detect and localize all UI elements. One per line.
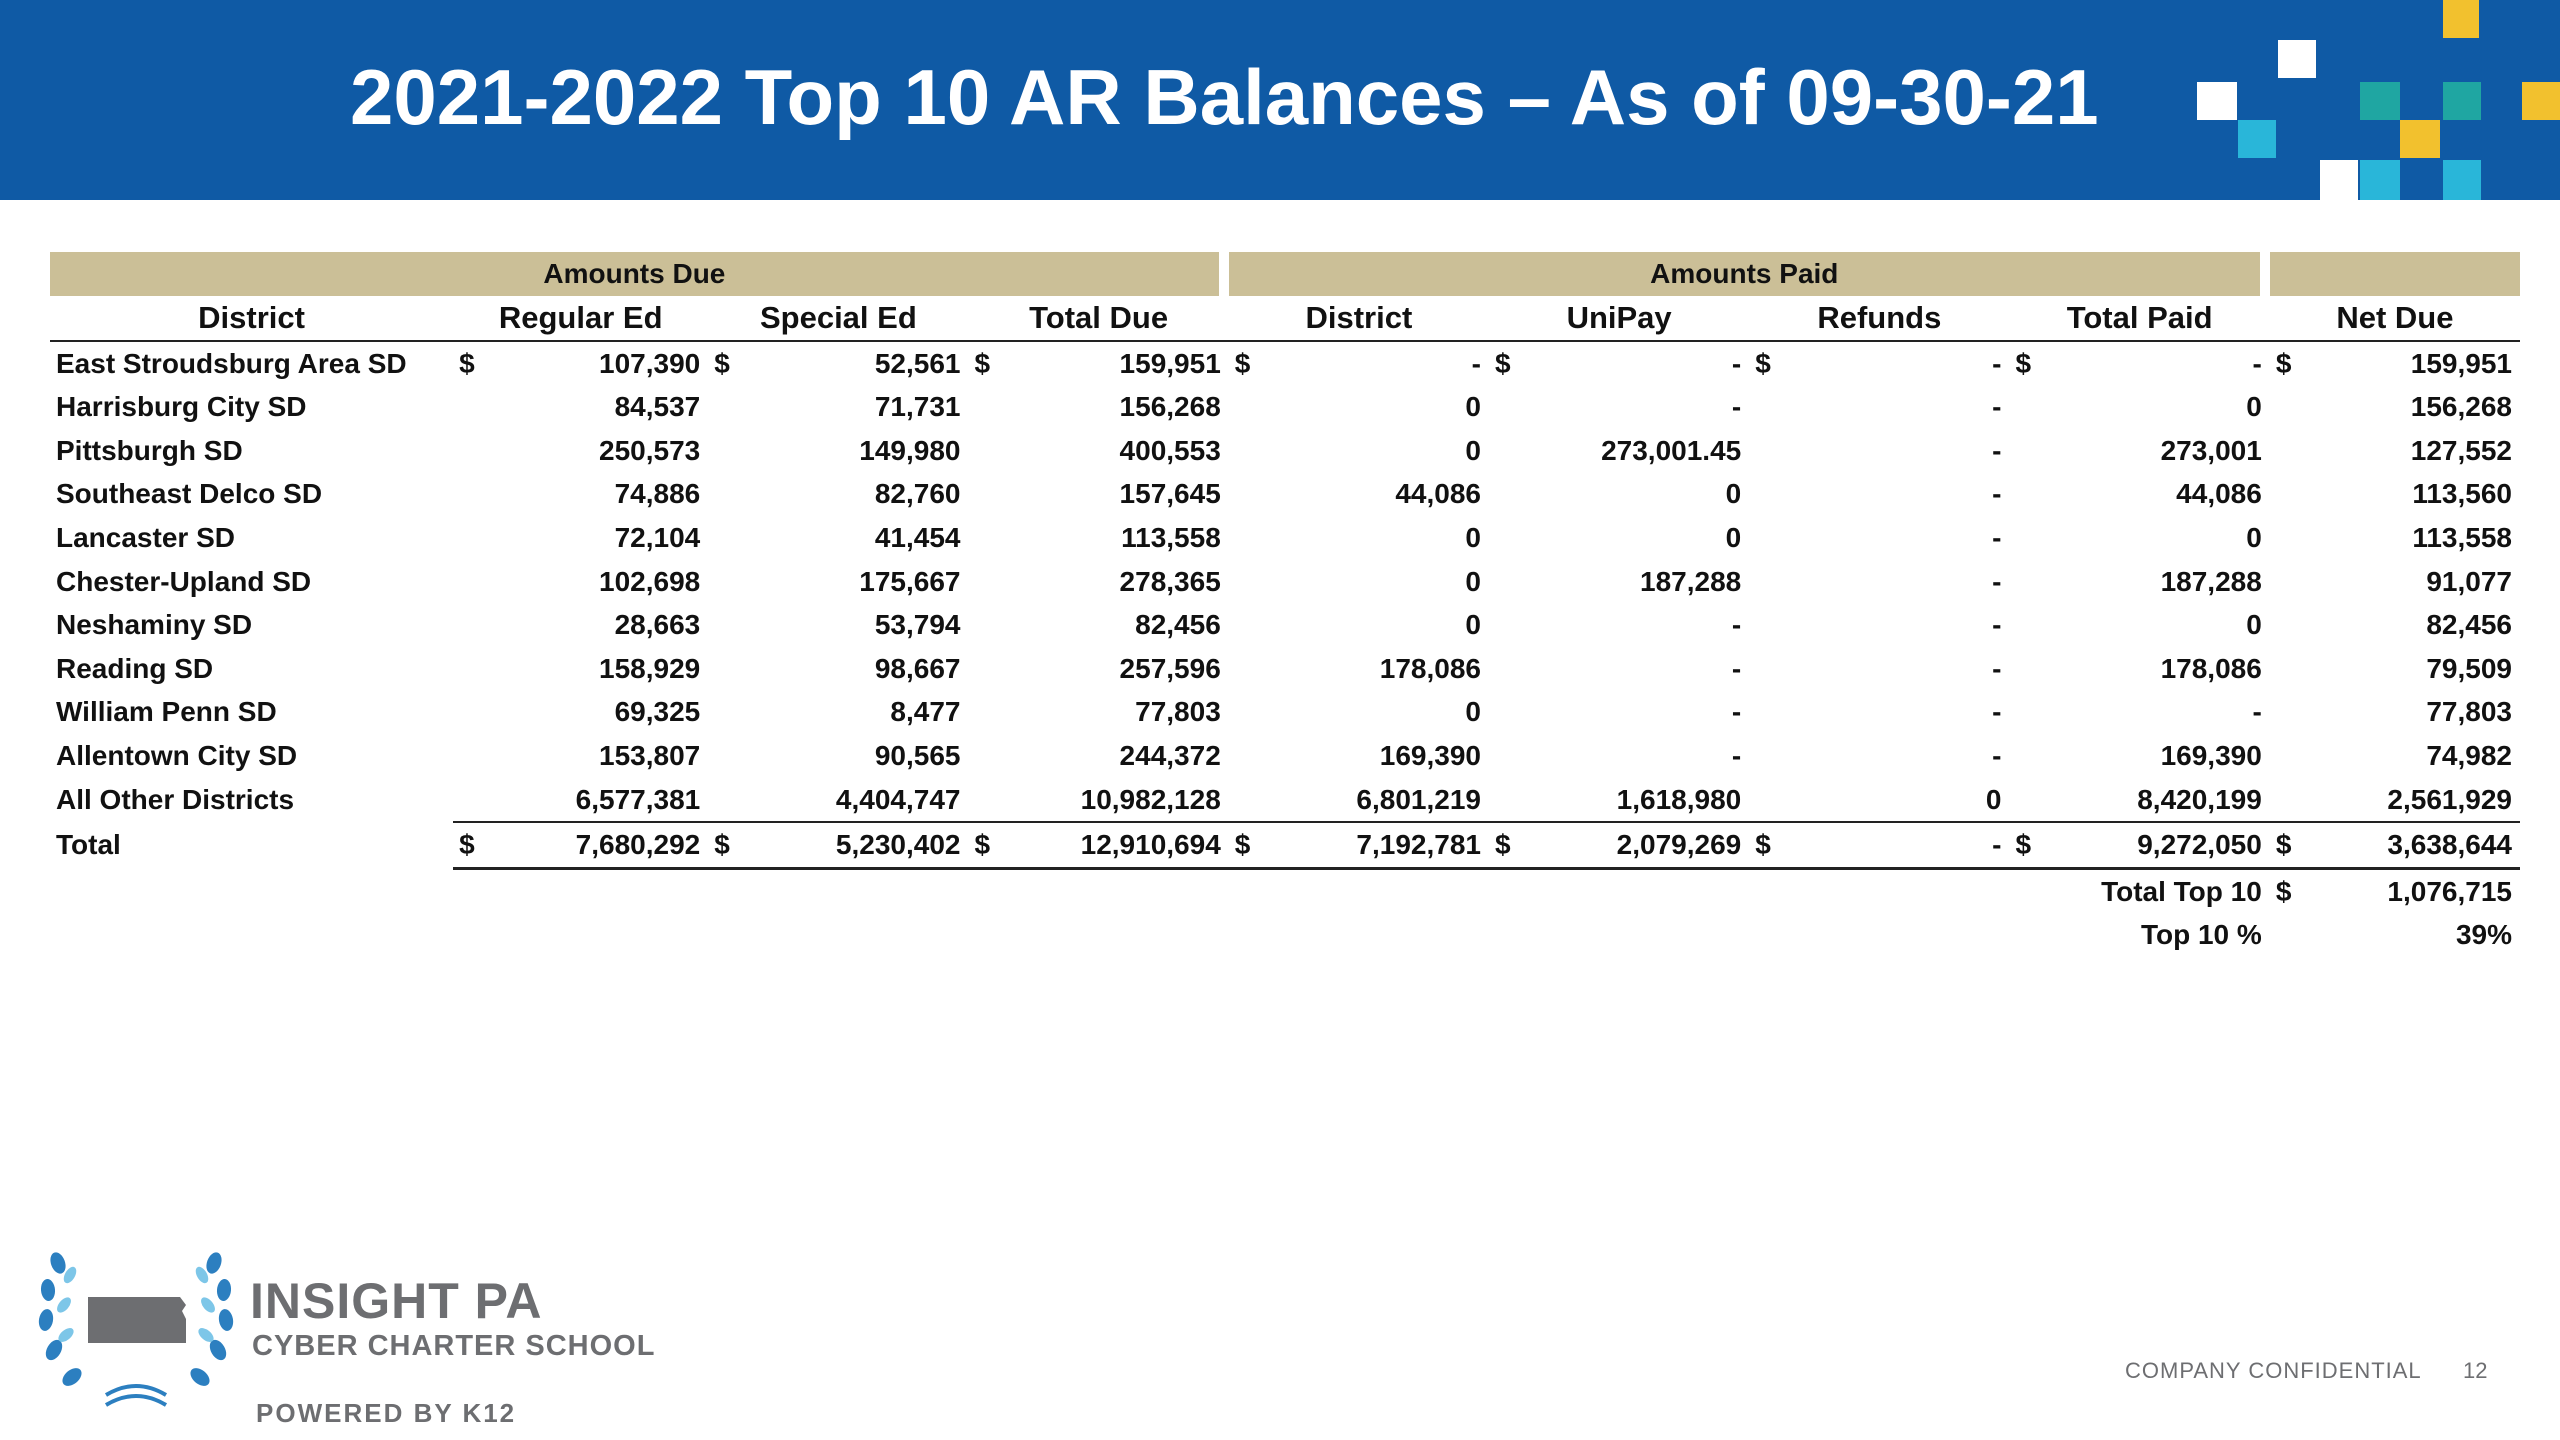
refunds-cell: - xyxy=(1992,652,2002,684)
brand-name: INSIGHT PA xyxy=(250,1273,543,1329)
currency-cell xyxy=(968,734,999,778)
currency-cell: $ xyxy=(1495,347,1511,379)
slide-header xyxy=(0,0,2560,200)
regular-ed-cell: 153,807 xyxy=(599,739,701,771)
currency-cell xyxy=(708,734,739,778)
currency-cell xyxy=(708,690,739,734)
total-special-ed-cell: 5,230,402 xyxy=(739,822,969,868)
district-name-cell: Southeast Delco SD xyxy=(56,478,323,510)
currency-cell xyxy=(1489,560,1520,604)
brand-powered-by: POWERED BY K12 xyxy=(256,1398,517,1428)
refunds-cell: 0 xyxy=(1780,778,2010,823)
col-header-unipay: UniPay xyxy=(1489,296,1749,341)
unipay-cell: 0 xyxy=(1725,478,1742,510)
table-row xyxy=(50,341,2520,386)
currency-cell xyxy=(453,429,484,473)
net-due-cell: 91,077 xyxy=(2426,565,2512,597)
currency-cell xyxy=(1749,516,1780,560)
total-due-cell: 10,982,128 xyxy=(999,778,1229,823)
decor-square xyxy=(2443,82,2481,120)
currency-cell xyxy=(2270,778,2301,823)
currency-cell xyxy=(2270,516,2301,560)
table-row xyxy=(50,516,2520,560)
total-net-due-cell: 3,638,644 xyxy=(2300,822,2520,868)
net-due-cell: 127,552 xyxy=(2410,434,2512,466)
currency-cell: $ xyxy=(2015,347,2032,379)
net-due-cell: 113,558 xyxy=(2412,521,2512,553)
currency-cell: $ xyxy=(968,822,999,868)
currency-cell xyxy=(968,603,999,647)
currency-cell xyxy=(453,385,484,429)
col-header-net-due: Net Due xyxy=(2270,296,2520,341)
ar-balances-table xyxy=(50,252,2520,957)
refunds-cell: - xyxy=(1992,609,2002,641)
paid-district-cell: 169,390 xyxy=(1379,739,1481,771)
currency-cell xyxy=(453,603,484,647)
district-name-cell: Lancaster SD xyxy=(56,521,235,553)
paid-district-cell: - xyxy=(1471,347,1481,379)
currency-cell: $ xyxy=(1749,822,1780,868)
special-ed-cell: 52,561 xyxy=(874,347,961,379)
regular-ed-cell: 28,663 xyxy=(614,609,701,641)
currency-cell xyxy=(2270,734,2301,778)
currency-cell: $ xyxy=(1234,347,1251,379)
refunds-cell: - xyxy=(1992,347,2002,379)
unipay-cell: - xyxy=(1731,739,1742,771)
total-paid-cell: 187,288 xyxy=(2160,565,2262,597)
currency-cell xyxy=(968,647,999,691)
total-paid-cell: 169,390 xyxy=(2160,739,2262,771)
total-paid-cell: 0 xyxy=(2246,609,2262,641)
currency-cell xyxy=(1749,472,1780,516)
table-row xyxy=(50,429,2520,473)
paid-district-cell: 0 xyxy=(1465,391,1481,423)
currency-cell xyxy=(1749,603,1780,647)
currency-cell xyxy=(1229,516,1260,560)
total-due-cell: 156,268 xyxy=(1119,391,1221,423)
unipay-cell: - xyxy=(1731,391,1742,423)
currency-cell xyxy=(453,647,484,691)
currency-cell xyxy=(1749,429,1780,473)
net-due-cell: 156,268 xyxy=(2410,391,2512,423)
currency-cell xyxy=(1229,560,1260,604)
paid-district-cell: 0 xyxy=(1465,696,1481,728)
special-ed-cell: 8,477 xyxy=(890,696,961,728)
total-total-due-cell: 12,910,694 xyxy=(999,822,1229,868)
regular-ed-cell: 6,577,381 xyxy=(484,778,709,823)
currency-cell xyxy=(2009,603,2040,647)
total-due-cell: 244,372 xyxy=(1119,739,1221,771)
currency-cell: $ xyxy=(708,822,739,868)
total-label-cell: Total xyxy=(56,829,121,861)
currency-cell xyxy=(2009,516,2040,560)
currency-cell xyxy=(453,734,484,778)
total-due-cell: 113,558 xyxy=(1121,521,1221,553)
currency-cell xyxy=(2009,647,2040,691)
currency-cell xyxy=(2009,734,2040,778)
net-due-cell: 2,561,929 xyxy=(2300,778,2520,823)
special-ed-cell: 149,980 xyxy=(859,434,961,466)
summary-row xyxy=(50,868,2520,913)
special-ed-cell: 41,454 xyxy=(874,521,961,553)
col-header-total-paid: Total Paid xyxy=(2009,296,2269,341)
special-ed-cell: 82,760 xyxy=(874,478,961,510)
summary-label-cell: Total Top 10 xyxy=(2101,875,2262,907)
summary-value-cell: 39% xyxy=(2455,919,2512,951)
total-due-cell: 77,803 xyxy=(1135,696,1221,728)
currency-cell xyxy=(1489,385,1520,429)
currency-cell xyxy=(968,429,999,473)
currency-cell xyxy=(1489,734,1520,778)
total-paid-cell: 0 xyxy=(2246,521,2262,553)
regular-ed-cell: 107,390 xyxy=(599,347,701,379)
decor-square xyxy=(2400,120,2440,158)
unipay-cell: 187,288 xyxy=(1640,565,1742,597)
brand-subtitle: CYBER CHARTER SCHOOL xyxy=(252,1330,656,1362)
currency-cell xyxy=(2009,690,2040,734)
currency-cell xyxy=(2270,560,2301,604)
currency-cell xyxy=(1749,647,1780,691)
decor-square xyxy=(2443,0,2479,38)
currency-cell xyxy=(453,778,484,823)
decor-square xyxy=(2360,82,2400,120)
currency-cell xyxy=(708,603,739,647)
district-name-cell: Reading SD xyxy=(56,652,214,684)
district-name-cell: Chester-Upland SD xyxy=(56,565,312,597)
total-paid-cell: 273,001 xyxy=(2160,434,2262,466)
unipay-cell: - xyxy=(1731,347,1742,379)
table-row xyxy=(50,560,2520,604)
col-header-total-due: Total Due xyxy=(968,296,1228,341)
currency-cell xyxy=(968,472,999,516)
currency-cell xyxy=(2270,647,2301,691)
net-due-cell: 74,982 xyxy=(2426,739,2512,771)
currency-cell xyxy=(2009,778,2040,823)
total-refunds-cell: - xyxy=(1780,822,2010,868)
special-ed-cell: 71,731 xyxy=(874,391,961,423)
currency-cell xyxy=(453,472,484,516)
total-due-cell: 278,365 xyxy=(1119,565,1221,597)
total-paid-district-cell: 7,192,781 xyxy=(1259,822,1489,868)
net-due-cell: 82,456 xyxy=(2426,609,2512,641)
decor-square xyxy=(2522,82,2560,120)
currency-cell xyxy=(708,472,739,516)
currency-cell xyxy=(1489,603,1520,647)
net-due-band xyxy=(2270,252,2520,296)
spacer-cell xyxy=(50,913,2009,957)
district-name-cell: Harrisburg City SD xyxy=(56,391,307,423)
unipay-cell: 0 xyxy=(1725,521,1742,553)
currency-cell xyxy=(1749,560,1780,604)
special-ed-cell: 175,667 xyxy=(859,565,961,597)
total-due-cell: 159,951 xyxy=(1119,347,1221,379)
unipay-cell: 1,618,980 xyxy=(1520,778,1750,823)
paid-district-cell: 0 xyxy=(1465,609,1481,641)
currency-cell xyxy=(1229,472,1260,516)
currency-cell xyxy=(1749,690,1780,734)
unipay-cell: - xyxy=(1731,652,1742,684)
footer-confidential: COMPANY CONFIDENTIAL xyxy=(2125,1358,2422,1383)
decor-square xyxy=(2278,40,2316,78)
special-ed-cell: 98,667 xyxy=(874,652,961,684)
refunds-cell: - xyxy=(1992,391,2002,423)
currency-cell xyxy=(2270,603,2301,647)
currency-cell xyxy=(2009,429,2040,473)
net-due-cell: 77,803 xyxy=(2426,696,2512,728)
currency-cell xyxy=(1229,647,1260,691)
special-ed-cell: 90,565 xyxy=(874,739,961,771)
regular-ed-cell: 158,929 xyxy=(599,652,701,684)
currency-cell xyxy=(1229,690,1260,734)
currency-cell xyxy=(708,560,739,604)
currency-cell xyxy=(453,516,484,560)
currency-cell: $ xyxy=(1229,822,1260,868)
table-row xyxy=(50,734,2520,778)
total-paid-cell: 0 xyxy=(2246,391,2262,423)
total-due-cell: 82,456 xyxy=(1135,609,1221,641)
currency-cell xyxy=(1229,385,1260,429)
table-row xyxy=(50,472,2520,516)
currency-cell: $ xyxy=(1489,822,1520,868)
table-body xyxy=(50,341,2520,957)
district-name-cell: Pittsburgh SD xyxy=(56,434,243,466)
refunds-cell: - xyxy=(1992,478,2002,510)
page-number: 12 xyxy=(2463,1358,2488,1383)
total-due-cell: 257,596 xyxy=(1119,652,1221,684)
net-due-cell: 113,560 xyxy=(2412,478,2512,510)
col-header-regular-ed: Regular Ed xyxy=(453,296,708,341)
currency-cell xyxy=(968,385,999,429)
currency-cell xyxy=(453,560,484,604)
decor-square xyxy=(2238,120,2276,158)
spacer-cell xyxy=(50,868,2009,913)
net-due-cell: 159,951 xyxy=(2410,347,2512,379)
summary-currency-cell xyxy=(2270,913,2301,957)
currency-cell xyxy=(968,516,999,560)
refunds-cell: - xyxy=(1992,739,2002,771)
decor-square xyxy=(2320,160,2358,200)
currency-cell xyxy=(708,429,739,473)
col-header-special-ed: Special Ed xyxy=(708,296,968,341)
currency-cell xyxy=(708,385,739,429)
refunds-cell: - xyxy=(1992,434,2002,466)
ar-balances-table-wrap xyxy=(50,252,2520,957)
total-unipay-cell: 2,079,269 xyxy=(1520,822,1750,868)
regular-ed-cell: 69,325 xyxy=(614,696,701,728)
currency-cell xyxy=(2270,690,2301,734)
paid-district-cell: 0 xyxy=(1465,434,1481,466)
col-header-paid-district: District xyxy=(1229,296,1489,341)
refunds-cell: - xyxy=(1992,696,2002,728)
total-total-paid-cell: 9,272,050 xyxy=(2040,822,2270,868)
currency-cell: $ xyxy=(453,822,484,868)
district-name-cell: East Stroudsburg Area SD xyxy=(56,347,407,379)
total-due-cell: 157,645 xyxy=(1119,478,1221,510)
summary-label-cell: Top 10 % xyxy=(2140,919,2262,951)
currency-cell: $ xyxy=(2009,822,2040,868)
currency-cell xyxy=(1489,647,1520,691)
table-row xyxy=(50,778,2520,823)
currency-cell xyxy=(1229,778,1260,823)
total-regular-ed-cell: 7,680,292 xyxy=(484,822,709,868)
total-paid-cell: - xyxy=(2252,696,2262,728)
currency-cell xyxy=(1489,429,1520,473)
decor-square xyxy=(2360,160,2400,200)
summary-row xyxy=(50,913,2520,957)
currency-cell xyxy=(1749,385,1780,429)
amounts-due-header: Amounts Due xyxy=(50,252,1219,296)
currency-cell xyxy=(2270,385,2301,429)
currency-cell xyxy=(1229,734,1260,778)
refunds-cell: - xyxy=(1992,565,2002,597)
district-name-cell: Allentown City SD xyxy=(56,739,298,771)
special-ed-cell: 53,794 xyxy=(874,609,961,641)
amounts-paid-header: Amounts Paid xyxy=(1229,252,2260,296)
paid-district-cell: 6,801,219 xyxy=(1259,778,1489,823)
group-header-row xyxy=(50,252,2520,296)
refunds-cell: - xyxy=(1992,521,2002,553)
currency-cell xyxy=(968,778,999,823)
col-header-refunds: Refunds xyxy=(1749,296,2009,341)
insight-pa-laurel-logo xyxy=(36,1245,236,1417)
regular-ed-cell: 74,886 xyxy=(614,478,701,510)
total-paid-cell: 178,086 xyxy=(2160,652,2262,684)
currency-cell xyxy=(2270,429,2301,473)
paid-district-cell: 178,086 xyxy=(1379,652,1481,684)
currency-cell xyxy=(1229,429,1260,473)
summary-currency-cell: $ xyxy=(2275,875,2292,907)
regular-ed-cell: 72,104 xyxy=(614,521,701,553)
currency-cell: $ xyxy=(714,347,730,379)
total-due-cell: 400,553 xyxy=(1119,434,1221,466)
currency-cell xyxy=(2009,560,2040,604)
column-header-row xyxy=(50,296,2520,341)
total-row xyxy=(50,822,2520,868)
currency-cell xyxy=(1749,778,1780,823)
net-due-cell: 79,509 xyxy=(2426,652,2512,684)
currency-cell xyxy=(1229,603,1260,647)
currency-cell: $ xyxy=(459,347,475,379)
currency-cell xyxy=(708,516,739,560)
regular-ed-cell: 84,537 xyxy=(614,391,701,423)
paid-district-cell: 44,086 xyxy=(1395,478,1481,510)
summary-value-cell: 1,076,715 xyxy=(2387,875,2512,907)
decor-square xyxy=(2197,82,2237,120)
table-row xyxy=(50,385,2520,429)
unipay-cell: - xyxy=(1731,609,1742,641)
regular-ed-cell: 250,573 xyxy=(599,434,701,466)
currency-cell xyxy=(2009,385,2040,429)
currency-cell xyxy=(1489,690,1520,734)
currency-cell xyxy=(1489,778,1520,823)
slide-title: 2021-2022 Top 10 AR Balances – As of 09-30-21 xyxy=(350,53,2099,141)
currency-cell xyxy=(453,690,484,734)
currency-cell xyxy=(708,647,739,691)
total-paid-cell: 8,420,199 xyxy=(2040,778,2270,823)
special-ed-cell: 4,404,747 xyxy=(739,778,969,823)
currency-cell: $ xyxy=(2275,347,2292,379)
total-paid-cell: - xyxy=(2252,347,2262,379)
currency-cell xyxy=(2270,472,2301,516)
paid-district-cell: 0 xyxy=(1465,565,1481,597)
currency-cell xyxy=(1489,472,1520,516)
table-row xyxy=(50,690,2520,734)
district-name-cell: All Other Districts xyxy=(56,784,295,816)
decor-square xyxy=(2443,160,2481,200)
unipay-cell: 273,001.45 xyxy=(1601,434,1742,466)
district-name-cell: Neshaminy SD xyxy=(56,609,253,641)
regular-ed-cell: 102,698 xyxy=(599,565,701,597)
currency-cell xyxy=(968,560,999,604)
currency-cell xyxy=(708,778,739,823)
col-header-district: District xyxy=(50,296,453,341)
currency-cell: $ xyxy=(974,347,991,379)
paid-district-cell: 0 xyxy=(1465,521,1481,553)
currency-cell xyxy=(1749,734,1780,778)
table-row xyxy=(50,647,2520,691)
currency-cell: $ xyxy=(2270,822,2301,868)
currency-cell xyxy=(2009,472,2040,516)
unipay-cell: - xyxy=(1731,696,1742,728)
table-row xyxy=(50,603,2520,647)
currency-cell xyxy=(1489,516,1520,560)
total-paid-cell: 44,086 xyxy=(2176,478,2262,510)
district-name-cell: William Penn SD xyxy=(56,696,277,728)
currency-cell: $ xyxy=(1755,347,1771,379)
currency-cell xyxy=(968,690,999,734)
